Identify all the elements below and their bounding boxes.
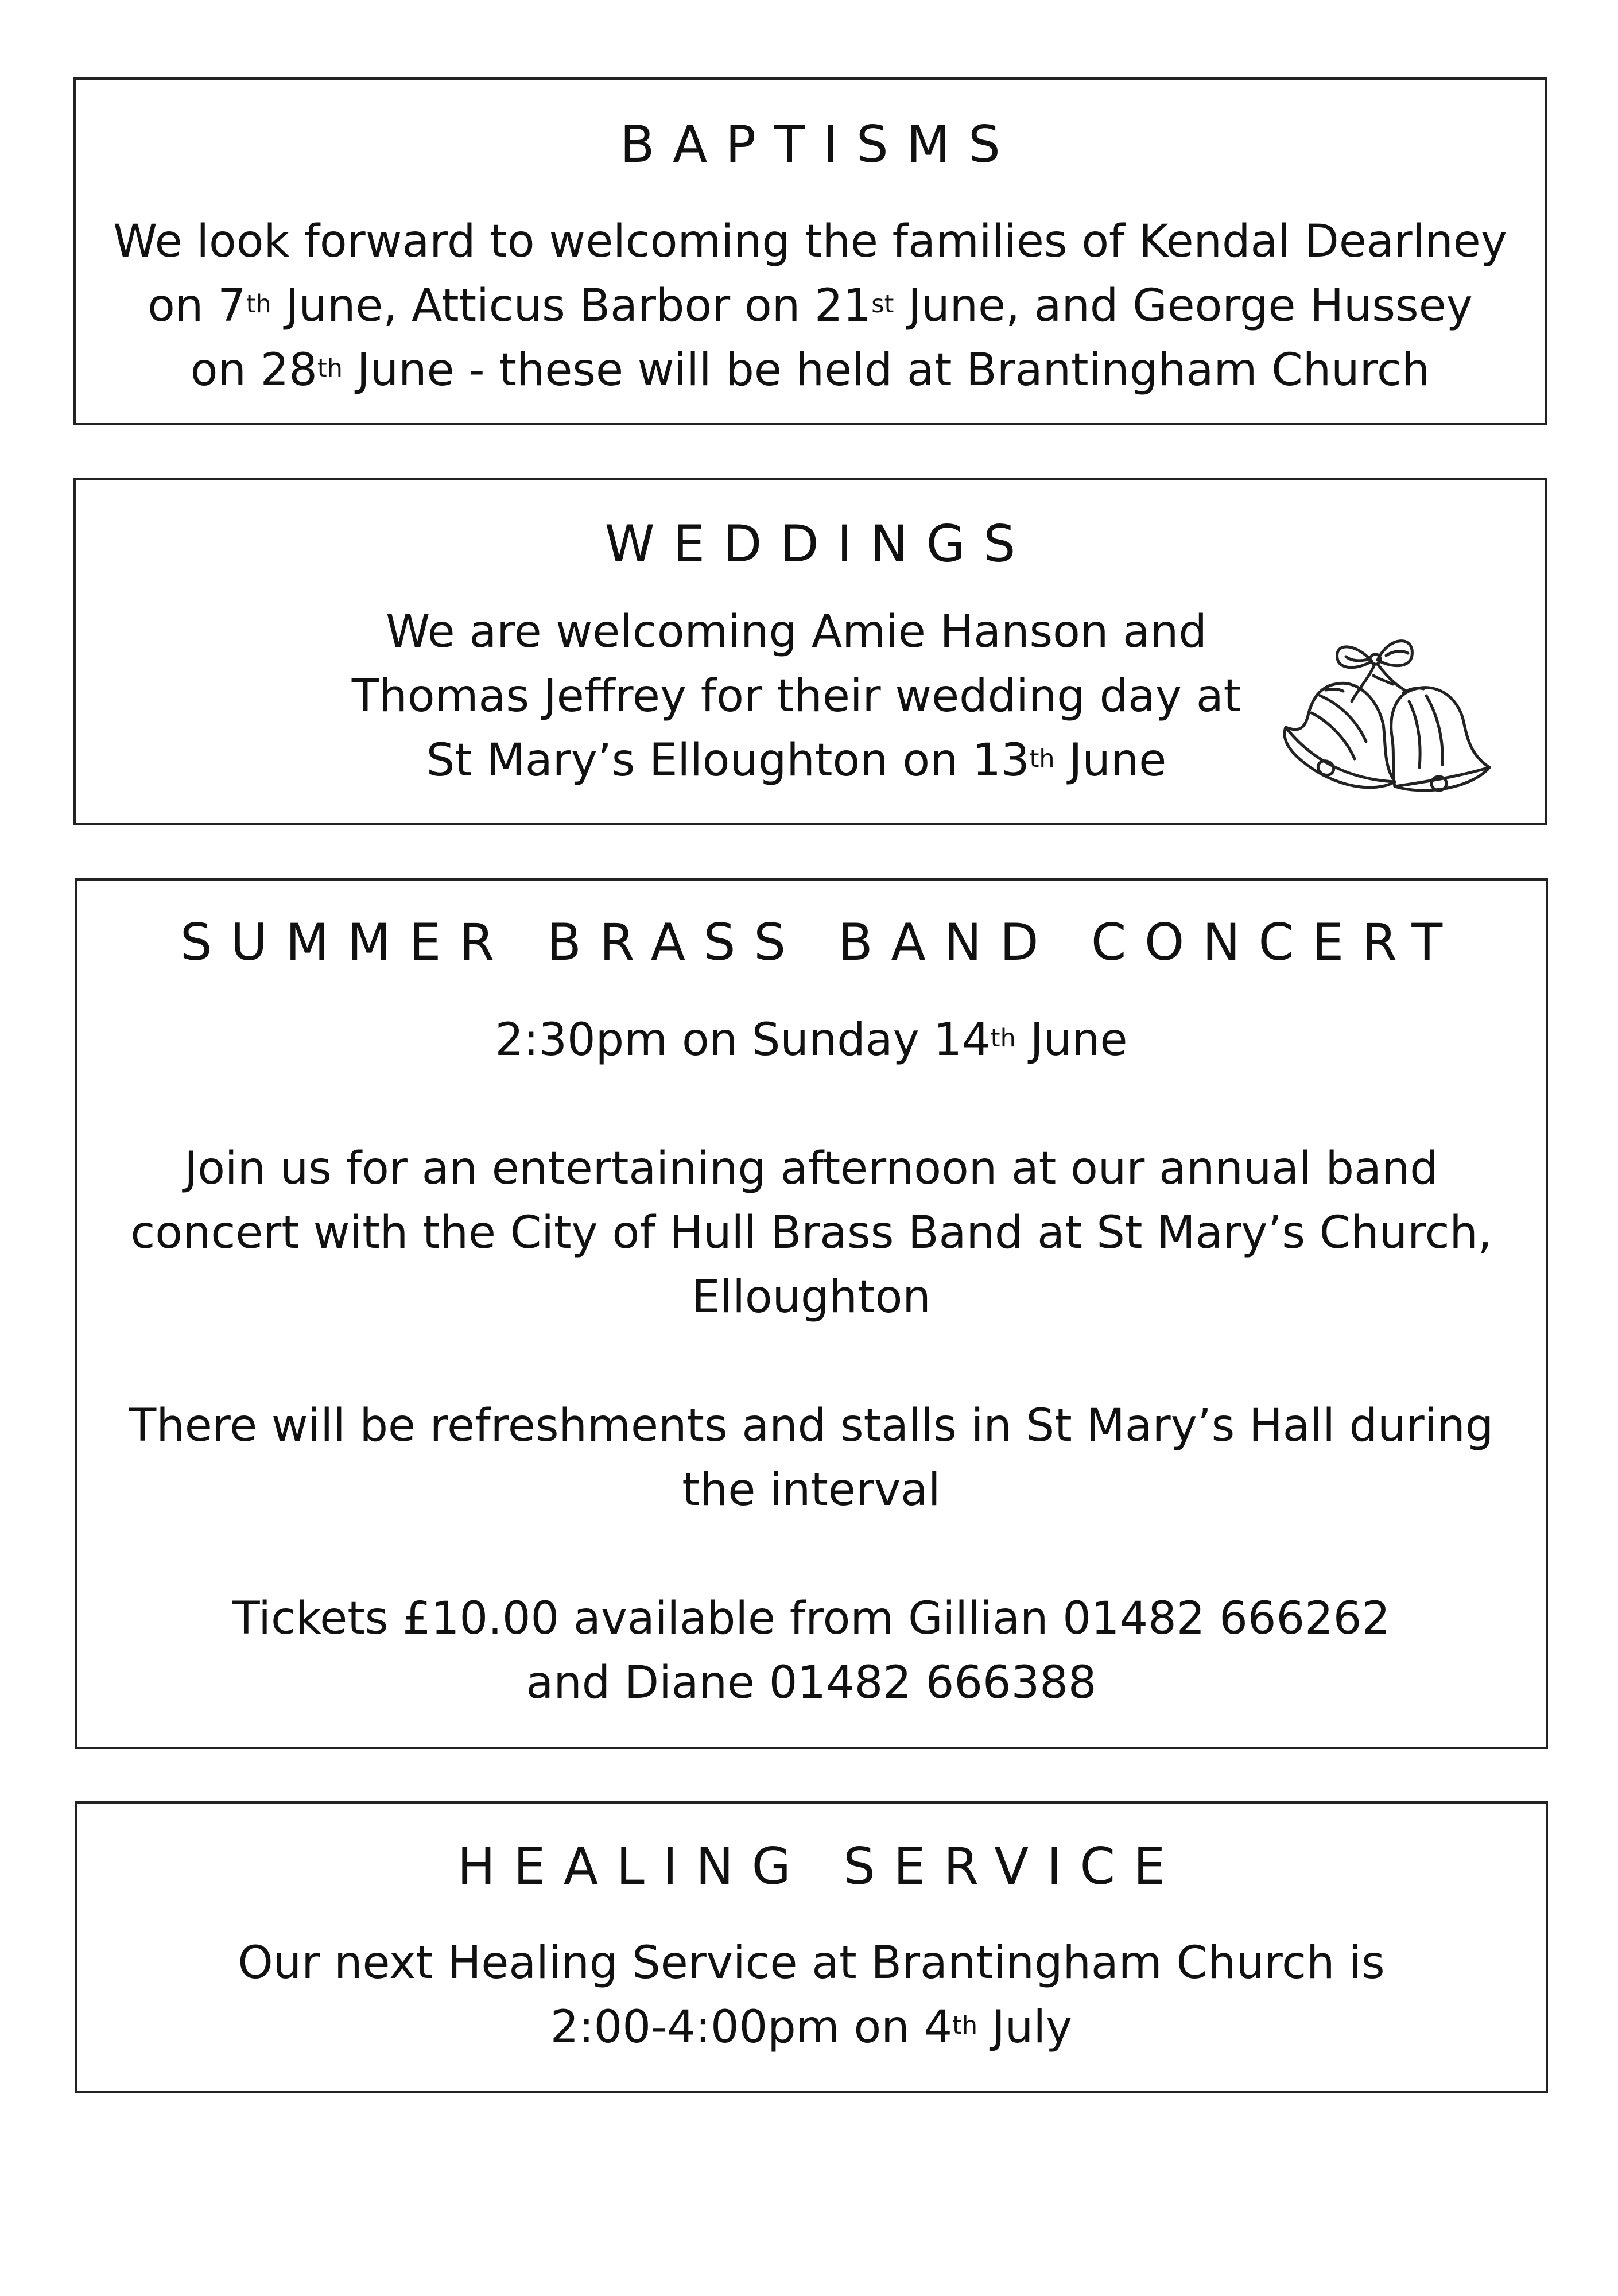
concert-para-2-line-1: There will be refreshments and stalls in St Mary’s Hall during	[129, 1400, 1494, 1452]
wedding-bells-icon	[1271, 604, 1507, 802]
healing-line-2: 2:00-4:00pm on 4th July	[550, 2002, 1073, 2053]
baptisms-line-2: on 7th June, Atticus Barbor on 21st June, and George Hussey	[148, 280, 1473, 332]
concert-tickets-line-2: and Diane 01482 666388	[526, 1657, 1097, 1709]
concert-para-2-line-2: the interval	[682, 1464, 941, 1516]
concert-text	[77, 1008, 1546, 1715]
baptisms-text	[76, 210, 1545, 402]
weddings-line-1: We are welcoming Amie Hanson and	[386, 606, 1207, 658]
concert-heading: SUMMER BRASS BAND CONCERT	[180, 913, 1461, 972]
healing-line-1: Our next Healing Service at Brantingham Church is	[238, 1937, 1385, 1989]
concert-section	[75, 878, 1548, 1749]
baptisms-heading: BAPTISMS	[620, 115, 1019, 174]
concert-tickets-line-1: Tickets £10.00 available from Gillian 01482 666262	[232, 1593, 1390, 1645]
healing-text	[77, 1931, 1546, 2060]
baptisms-line-3: on 28th June - these will be held at Brantingham Church	[190, 344, 1430, 396]
weddings-heading: WEDDINGS	[604, 514, 1034, 573]
healing-section	[75, 1801, 1548, 2093]
baptisms-section	[73, 77, 1547, 425]
concert-para-1-line-3: Elloughton	[692, 1271, 931, 1323]
concert-para-1-line-1: Join us for an entertaining afternoon at our annual band	[184, 1143, 1438, 1194]
weddings-line-3: St Mary’s Elloughton on 13th June	[426, 735, 1167, 786]
weddings-line-2: Thomas Jeffrey for their wedding day at	[351, 670, 1241, 722]
concert-time: 2:30pm on Sunday 14th June	[495, 1014, 1128, 1066]
baptisms-line-1: We look forward to welcoming the families of Kendal Dearlney	[113, 216, 1507, 267]
concert-para-1-line-2: concert with the City of Hull Brass Band at St Mary’s Church,	[130, 1207, 1492, 1259]
healing-heading: HEALING SERVICE	[457, 1837, 1184, 1896]
